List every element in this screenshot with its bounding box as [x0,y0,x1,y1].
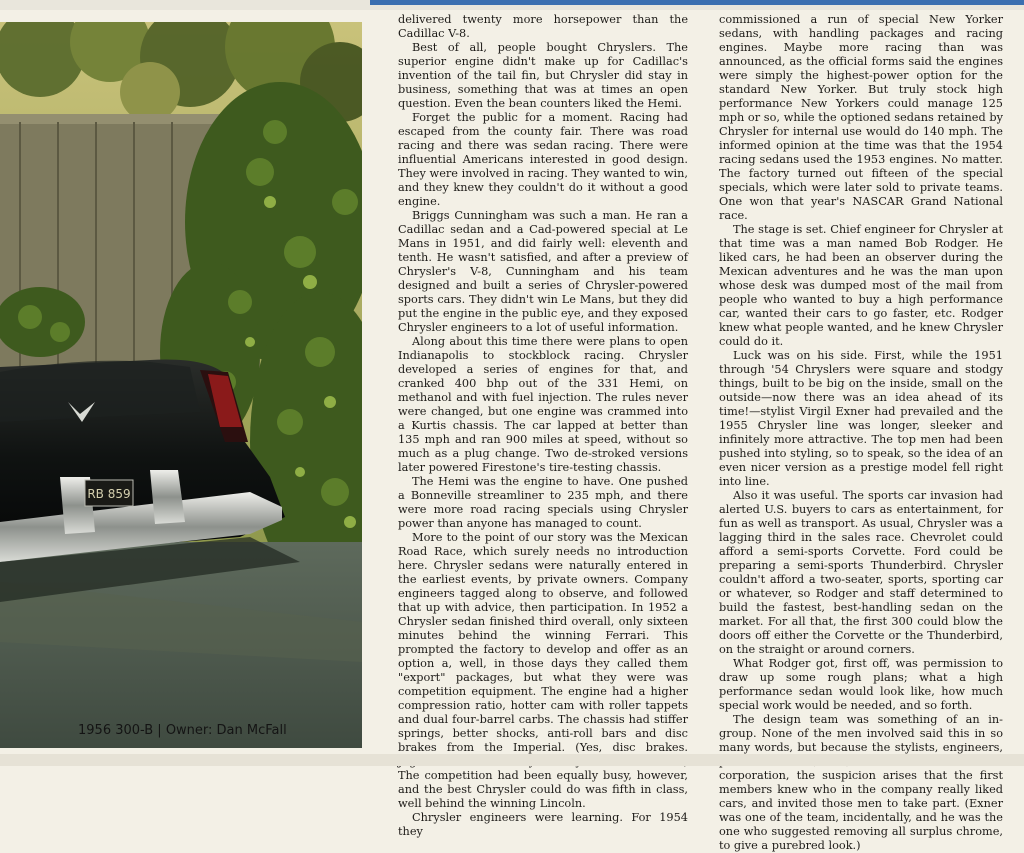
photo-caption: 1956 300-B | Owner: Dan McFall [78,723,287,738]
paragraph: Briggs Cunningham was such a man. He ran a Cadillac sedan and a Cad-powered special at Le Mans in 1951, and did fairly well: eleventh and tenth. He wasn't satisfied, and after a preview of Chrysler's V-8, Cunningham and his team designed and built a series of Chrysler-powered sports cars. They didn't win Le Mans, but they did put the engine in the public eye, and they exposed Chrysler engineers to a lot of useful information. [398,209,688,334]
paragraph: The design team was something of an in-group. None of the men involved said this in so many words, but because the stylists, engineers, corporation, the suspicion arises that the first members knew who in the company really liked cars, and invited those men to take part. (Exner was one of the team, incidentally, and he was the one who suggested removing all surplus chrome, to give a purebred look.) [719,713,1003,852]
license-plate: RB 859 [87,487,131,501]
paragraph: Along about this time there were plans to open Indianapolis to stockblock racing. Chrysler developed a series of engines for that, and cranked 400 bhp out of the 331 Hemi, on methanol and with fuel injection. The rules never were changed, but one engine was crammed into a Kurtis chassis. The car lapped at better than 135 mph and ran 900 miles at speed, without so much as a plug change. Two de-stroked versions later powered Firestone's tire-testing chassis. [398,335,688,474]
paragraph: Forget the public for a moment. Racing had escaped from the county fair. There was road racing and there was sedan racing. There were influential Americans interested in good design. They were involved in racing. They wanted to win, and they knew they couldn't do it without a good engine. [398,111,688,208]
paragraph: commissioned a run of special New Yorker sedans, with handling packages and racing engines. Maybe more racing than was announced, as the official forms said the engines were simply the highest-power option for the standard New Yorker. But truly stock high performance New Yorkers could manage 125 mph or so, while the optioned sedans retained by Chrysler for internal use would do 140 mph. The informed opinion at the time was that the 1954 racing sedans used the 1953 engines. No matter. The factory turned out fifteen of the special specials, which were later sold to private teams. One won that year's NASCAR Grand National race. [719,13,1003,222]
paragraph: The stage is set. Chief engineer for Chrysler at that time was a man named Bob Rodger. He liked cars, he had been an observer during the Mexican adventures and he was the man upon whose desk was dumped most of the mail from people who wanted to buy a high performance car, wanted their cars to go faster, etc. Rodger knew what people wanted, and he knew Chrysler could do it. [719,223,1003,348]
paragraph: Luck was on his side. First, while the 1951 through '54 Chryslers were square and stodgy things, built to be big on the inside, small on the outside—now there was an idea ahead of its time!—stylist Virgil Exner had prevailed and the 1955 Chrysler line was longer, sleeker and infinitely more attractive. The top men had been pushed into styling, so to speak, so the idea of an even nicer version as a prestige model fell right into line. [719,349,1003,488]
article-column-2 [719,13,1003,853]
paragraph: Best of all, people bought Chryslers. The superior engine didn't make up for Cadillac's invention of the tail fin, but Chrysler did stay in business, something that was at times an open question. Even the bean counters liked the Hemi. [398,41,688,110]
paragraph: More to the point of our story was the Mexican Road Race, which surely needs no introduction here. Chrysler sedans were naturally entered in the earliest events, by private owners. Company engineers tagged along to observe, and followed that up with advice, then participation. In 1952 a Chrysler sedan finished third overall, only sixteen minutes behind the winning Ferrari. This prompted the factory to develop and offer as an option a, well, in those days they called them "export" packages, but what they were was competition equipment. The engine had a higher compression ratio, hotter cam with roller tappets and dual four-barrel carbs. The chassis had stiffer springs, better shocks, anti-roll bars and disc brakes from the Imperial. (Yes, disc brakes. The competition had been equally busy, however, and the best Chrysler could do was fifth in class, well behind the winning Lincoln. [398,531,688,810]
paragraph: The Hemi was the engine to have. One pushed a Bonneville streamliner to 235 mph, and there were more road racing specials using Chrysler power than anyone has managed to count. [398,475,688,530]
paragraph: Chrysler engineers were learning. For 1954 they [398,811,688,838]
paragraph: Also it was useful. The sports car invasion had alerted U.S. buyers to cars as entertainment, for fun as well as transport. As usual, Chrysler was a lagging third in the sales race. Chevrolet could afford a semi-sports Corvette. Ford could be preparing a semi-sports Thunderbird. Chrysler couldn't afford a two-seater, sports, sporting car or whatever, so Rodger and staff determined to build the fastest, best-handling sedan on the market. For all that, the first 300 could blow the doors off either the Corvette or the Thunderbird, on the straight or around corners. [719,489,1003,656]
page-bottom-edge [0,754,1024,766]
paragraph: What Rodger got, first off, was permission to draw up some rough plans; what a high performance sedan would look like, how much special work would be needed, and so forth. [719,657,1003,712]
page-top-border [0,0,1024,10]
car-photo [0,22,362,748]
paragraph: delivered twenty more horsepower than the Cadillac V-8. [398,13,688,40]
blue-edge-strip [370,0,1024,5]
article-column-1 [398,13,688,839]
